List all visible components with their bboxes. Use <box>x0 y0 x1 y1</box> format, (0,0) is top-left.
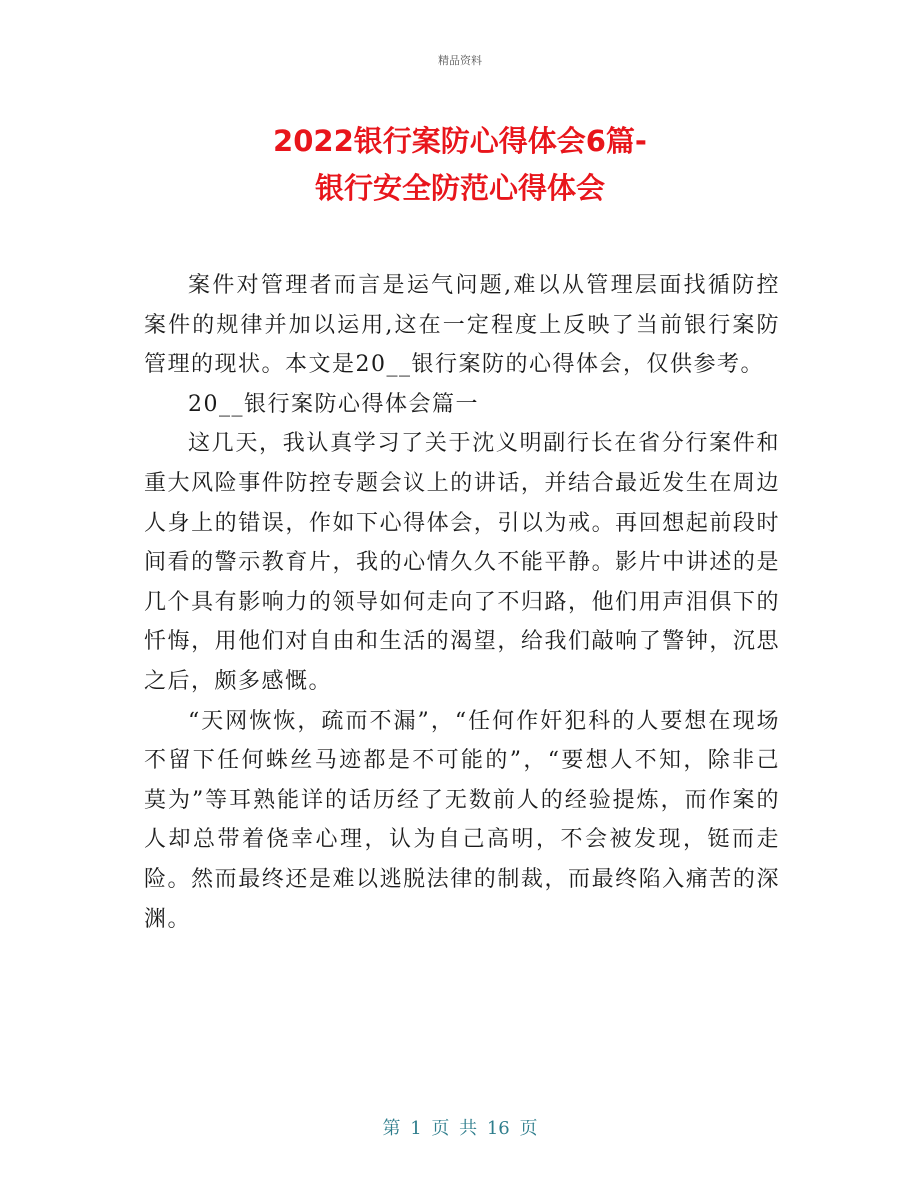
page-header: 精品资料 <box>438 54 482 67</box>
title-line-1: 2022银行案防心得体会6篇- <box>273 124 647 158</box>
body-paragraph-1: 这几天，我认真学习了关于沈义明副行长在省分行案件和重大风险事件防控专题会议上的讲话，并结合最近发生在周边人身上的错误，作如下心得体会，引以为戒。再回想起前段时间看的警示教育片，我的心情久久不能平静。影片中讲述的是几个具有影响力的领导如何走向了不归路，他们用声泪俱下的忏悔，用他们对自由和生活的渴望，给我们敲响了警钟，沉思之后，颇多感慨。 <box>144 431 780 694</box>
document-title <box>0 118 920 212</box>
title-line-2: 银行安全防范心得体会 <box>314 171 605 205</box>
page-number: 第 1 页 共 16 页 <box>382 1118 538 1139</box>
intro-paragraph: 案件对管理者而言是运气问题,难以从管理层面找循防控案件的规律并加以运用,这在一定程度上反映了当前银行案防管理的现状。本文是20__银行案防的心得体会，仅供参考。 <box>144 273 780 378</box>
body-paragraph-2: “天网恢恢，疏而不漏”，“任何作奸犯科的人要想在现场不留下任何蛛丝马迹都是不可能的”，“要想人不知，除非己莫为”等耳熟能详的话历经了无数前人的经验提炼，而作案的人却总带着侥幸心理，认为自己高明，不会被发现，铤而走险。然而最终还是难以逃脱法律的制裁，而最终陷入痛苦的深渊。 <box>144 708 780 932</box>
section-heading: 20__银行案防心得体会篇一 <box>188 391 479 417</box>
document-body <box>144 266 780 939</box>
